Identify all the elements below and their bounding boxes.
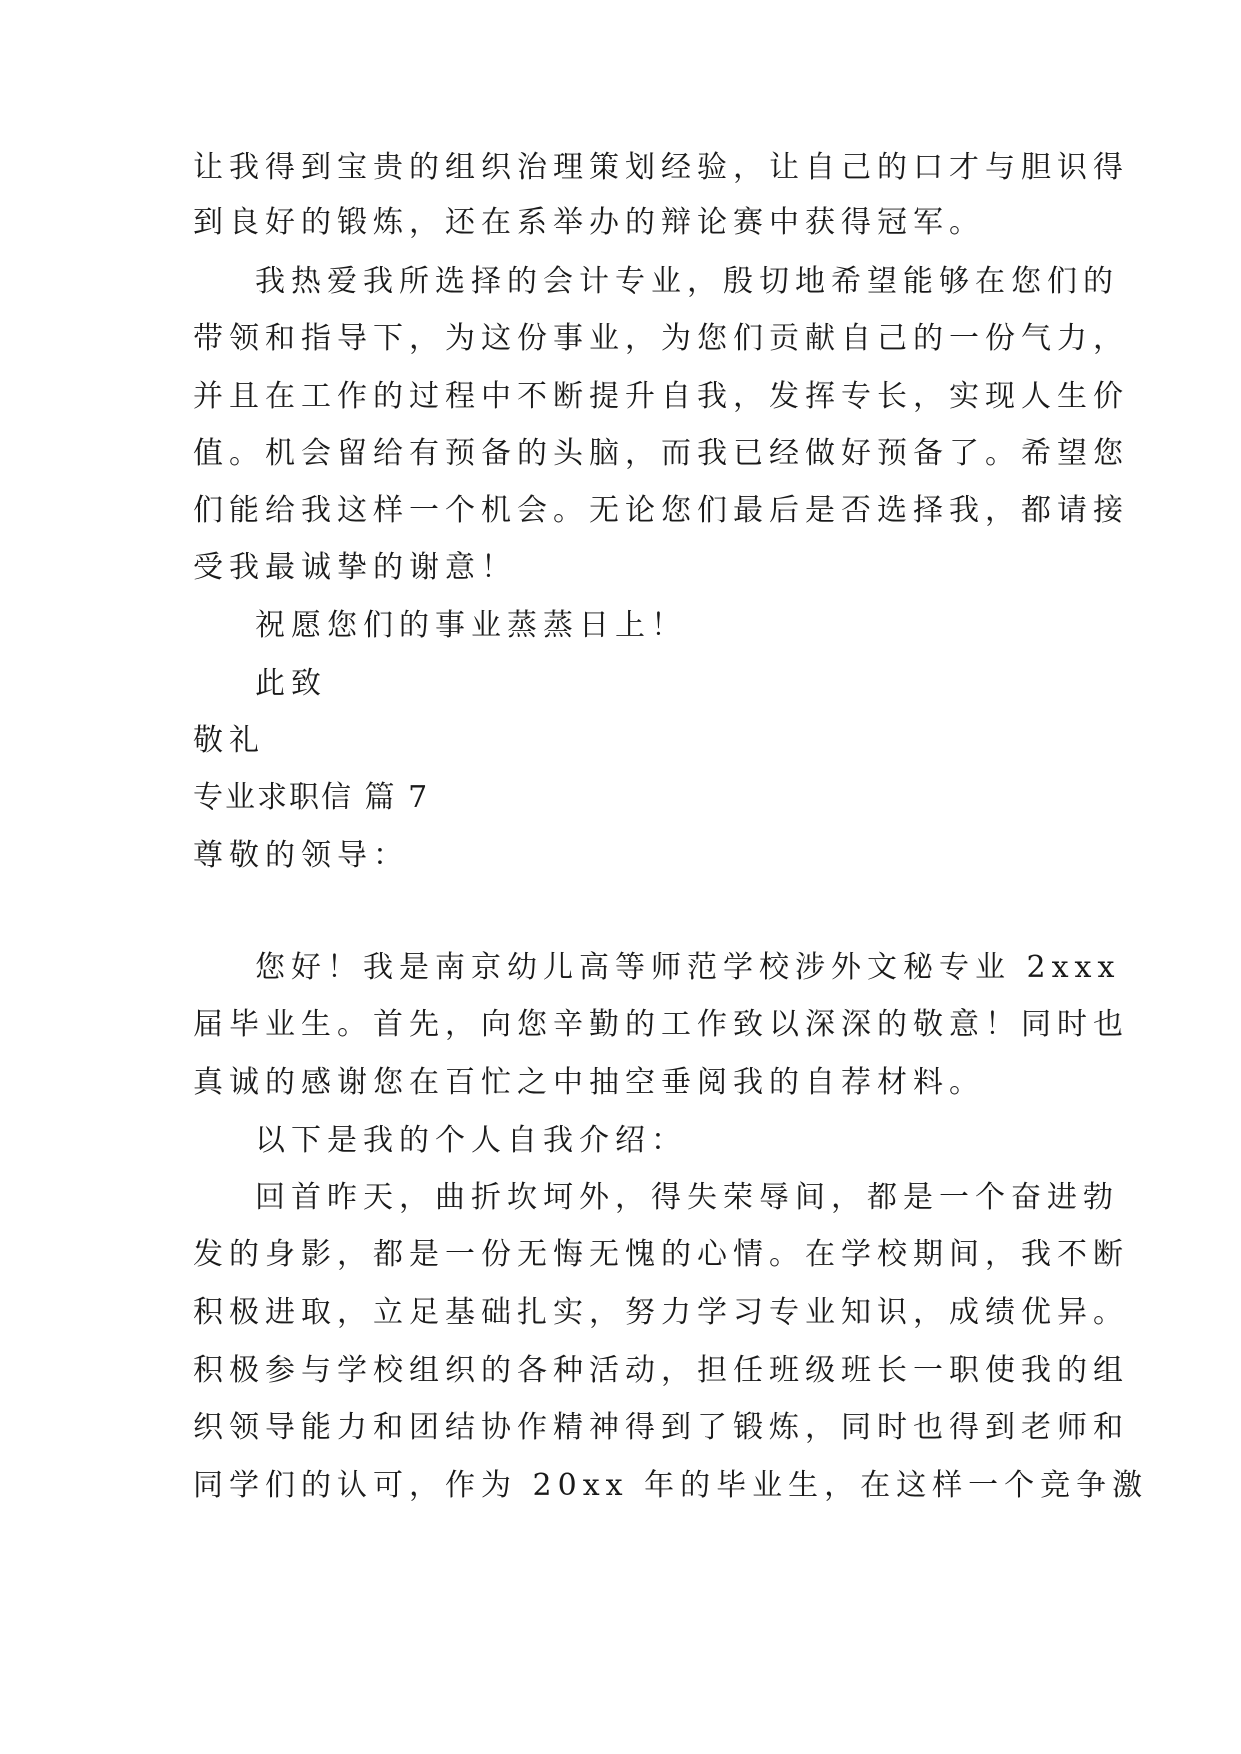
text-line: 以下是我的个人自我介绍：	[255, 1123, 687, 1158]
text-line: 同学们的认可，作为 20xx 年的毕业生，在这样一个竞争激	[193, 1468, 1149, 1503]
text-line: 带领和指导下，为这份事业，为您们贡献自己的一份气力，	[193, 321, 1129, 356]
text-line: 受我最诚挚的谢意！	[193, 550, 517, 585]
text-line: 积极进取，立足基础扎实，努力学习专业知识，成绩优异。	[193, 1295, 1129, 1330]
text-line: 值。机会留给有预备的头脑，而我已经做好预备了。希望您	[193, 436, 1129, 471]
greeting: 尊敬的领导：	[193, 838, 409, 873]
closing-wish: 祝愿您们的事业蒸蒸日上！	[255, 608, 687, 643]
text-line: 织领导能力和团结协作精神得到了锻炼，同时也得到老师和	[193, 1410, 1129, 1445]
text-line: 您好！我是南京幼儿高等师范学校涉外文秘专业 2xxx	[255, 950, 1121, 985]
text-line: 我热爱我所选择的会计专业，殷切地希望能够在您们的	[255, 264, 1119, 299]
closing-regards: 敬礼	[193, 723, 265, 758]
text-line: 让我得到宝贵的组织治理策划经验，让自己的口才与胆识得	[193, 150, 1129, 185]
text-line: 并且在工作的过程中不断提升自我，发挥专长，实现人生价	[193, 379, 1129, 414]
text-line: 们能给我这样一个机会。无论您们最后是否选择我，都请接	[193, 493, 1129, 528]
text-line: 届毕业生。首先，向您辛勤的工作致以深深的敬意！同时也	[193, 1007, 1129, 1042]
text-line: 积极参与学校组织的各种活动，担任班级班长一职使我的组	[193, 1353, 1129, 1388]
text-line: 真诚的感谢您在百忙之中抽空垂阅我的自荐材料。	[193, 1065, 985, 1100]
text-line: 到良好的锻炼，还在系举办的辩论赛中获得冠军。	[193, 205, 985, 240]
text-line: 回首昨天，曲折坎坷外，得失荣辱间，都是一个奋进勃	[255, 1180, 1119, 1215]
text-line: 发的身影，都是一份无悔无愧的心情。在学校期间，我不断	[193, 1237, 1129, 1272]
closing-salutation: 此致	[255, 666, 327, 701]
section-heading: 专业求职信 篇 7	[193, 780, 430, 815]
